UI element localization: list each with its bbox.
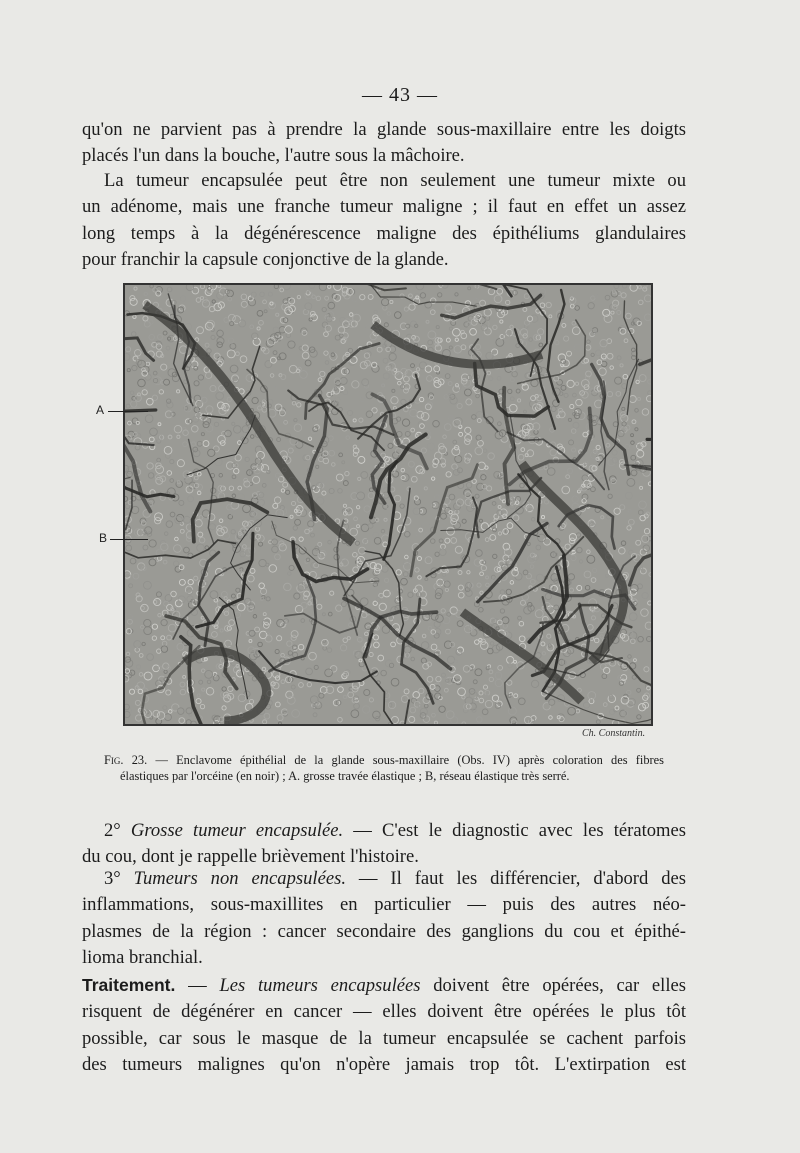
item-text: doivent être opérées, car elles: [420, 975, 686, 996]
text-line: [82, 818, 686, 844]
item-title: Tumeurs non encapsulées.: [133, 868, 346, 889]
text-line: pour franchir la capsule conjonctive de la glande.: [82, 249, 449, 271]
heading-dash: —: [175, 975, 220, 996]
figure-pointer-a: [108, 411, 148, 412]
text-line: possible, car sous le masque de la tumeur encapsulée se cachent parfois: [82, 1027, 686, 1049]
text-line: placés l'un dans la bouche, l'autre sous la mâchoire.: [82, 145, 465, 167]
section-heading: Traitement.: [82, 975, 176, 995]
item-number: 3°: [104, 868, 121, 889]
figure-label-a: A: [96, 403, 105, 417]
paragraph-non-encapsulated: [82, 866, 686, 972]
caption-label: Fig. 23.: [104, 753, 148, 767]
figure-pointer-b: [110, 539, 148, 540]
text-line: du cou, dont je rappelle brièvement l'histoire.: [82, 846, 419, 868]
figure-label-b: B: [99, 531, 108, 545]
page-number: — 43 —: [362, 84, 438, 106]
text-line: lioma branchial.: [82, 947, 203, 969]
item-title: Grosse tumeur encapsulée.: [130, 820, 344, 841]
caption-line: [104, 752, 664, 768]
text-line: qu'on ne parvient pas à prendre la glande sous-maxillaire entre les doigts: [82, 119, 686, 140]
paragraph-encapsulated-tumor: [82, 168, 686, 274]
text-line: inflammations, sous-maxillites en particulier — puis des autres néo-: [82, 894, 686, 916]
caption-text: — Enclavome épithélial de la glande sous-maxillaire (Obs. IV) après coloration des fibres: [147, 753, 665, 767]
illustrator-signature: Ch. Constantin.: [582, 728, 646, 739]
micrograph-illustration: [125, 285, 651, 724]
text-line: long temps à la dégénérescence maligne des épithéliums glandulaires: [82, 222, 686, 244]
text-line: un adénome, mais une franche tumeur maligne ; il faut en effet un assez: [82, 196, 686, 218]
text-line: La tumeur encapsulée peut être non seulement une tumeur mixte ou: [104, 170, 686, 191]
paragraph-intro: [82, 117, 686, 170]
figure-caption: [104, 752, 664, 784]
item-number: 2°: [104, 820, 121, 841]
paragraph-treatment: [82, 972, 686, 1079]
text-line: des tumeurs malignes qu'on n'opère jamais trop tôt. L'extirpation est: [82, 1054, 686, 1076]
item-text: — Il faut les différencier, d'abord des: [345, 868, 687, 889]
text-line: [82, 866, 686, 892]
histology-figure: [123, 283, 653, 726]
text-line: [82, 972, 686, 999]
paragraph-large-tumor: [82, 818, 686, 871]
text-line: plasmes de la région : cancer secondaire des ganglions du cou et épithé-: [82, 920, 686, 942]
caption-line: élastiques par l'orcéine (en noir) ; A. grosse travée élastique ; B, réseau élastique très serré.: [120, 769, 570, 783]
item-text: — C'est le diagnostic avec les tératomes: [343, 820, 687, 841]
text-line: risquent de dégénérer en cancer — elles doivent être opérées le plus tôt: [82, 1001, 686, 1023]
italic-phrase: Les tumeurs encapsulées: [219, 975, 421, 996]
